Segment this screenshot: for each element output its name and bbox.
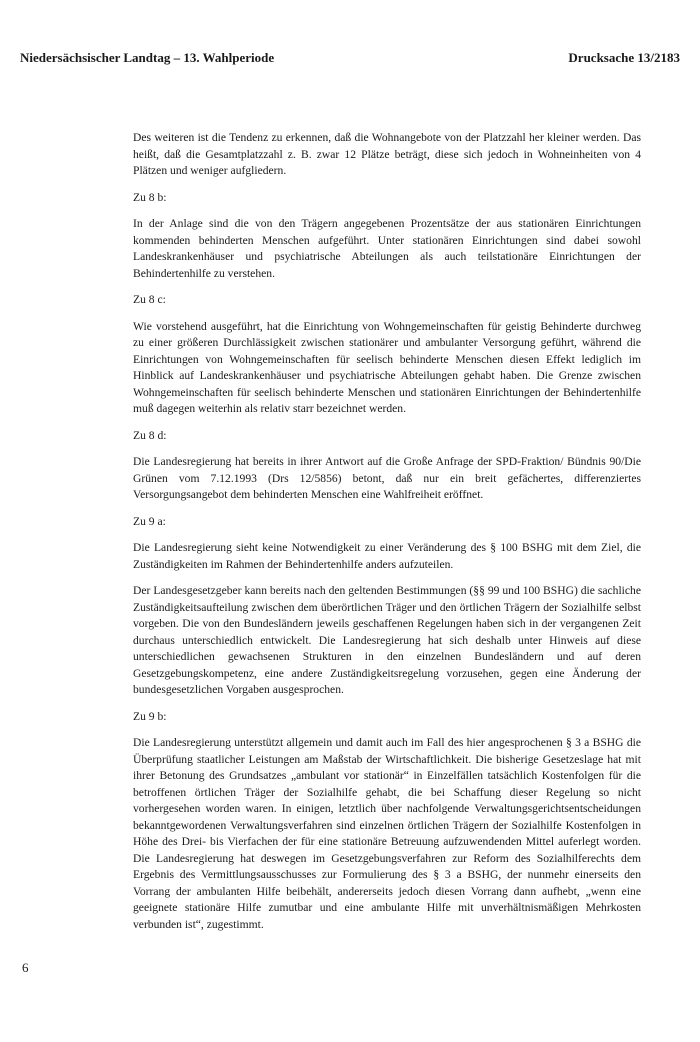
paragraph-9a-2: Der Landesgesetzgeber kann bereits nach den geltenden Bestimmungen (§§ 99 und 100 BSHG) die sachliche Zuständigkeitsaufteilung zwischen dem überörtlichen Träger und den örtlichen Trägern der Sozialhilfe selbst vorgeben. Die von den Bundesländern jeweils geschaffenen Regelungen haben sich in der vergangenen Zeit durchaus unterschiedlich entwickelt. Die Landesregierung hat sich deshalb unter Hinweis auf diese unterschiedlichen gewachsenen Strukturen in den einzelnen Bundesländern und auf deren Gesetzgebungskompetenz, eine andere Zuständigkeitsregelung vorzusehen, gegen eine Änderung der bundesgesetzlichen Vorgaben ausgesprochen. xyxy=(133,584,641,696)
section-heading-8b: Zu 8 b: xyxy=(133,190,167,204)
section-heading-8c: Zu 8 c: xyxy=(133,293,166,306)
document-body xyxy=(133,130,641,943)
page-header xyxy=(20,50,680,70)
paragraph-8c: Wie vorstehend ausgeführt, hat die Einrichtung von Wohngemeinschaften für geistig Behinderte durchweg zu einer größeren Durchlässigkeit zwischen stationärer und ambulanter Versorgung geführt, während die Einrichtungen von Wohngemeinschaften für seelisch behinderte Menschen diesen Effekt lediglich im Hinblick auf Landeskrankenhäuser und psychiatrische Abteilungen gehabt haben. Die Grenze zwischen Wohngemeinschaften für seelisch behinderte Menschen und stationären Einrichtungen der Behindertenhilfe muß dagegen weiterhin als relativ starr bezeichnet werden. xyxy=(133,319,641,415)
paragraph-9b: Die Landesregierung unterstützt allgemein und damit auch im Fall des hier angesprochenen § 3 a BSHG die Überprüfung staatlicher Leistungen am Maßstab der Wirtschaftlichkeit. Die bisherige Gesetzeslage hat mit ihrer Betonung des Grundsatzes „ambulant vor stationär“ in Einzelfällen tatsächlich Kostenfolgen für die betroffenen örtlichen Träger der Sozialhilfe gehabt, die bei Schaffung dieser Regelung so nicht vorhergesehen worden waren. In einigen, letztlich über nachfolgende Verwaltungsgerichtsentscheidungen bekanntgewordenen Verwaltungsverfahren sind einzelnen örtlichen Trägern der Sozialhilfe Kostenfolgen in Höhe des Drei- bis Vierfachen der für eine stationäre Betreuung aufzuwendenden Mittel auferlegt worden. Die Landesregierung hat deswegen im Gesetzgebungsverfahren zur Reform des Sozialhilferechts dem Ergebnis des Vermittlungsausschusses zur Formulierung des § 3 a BSHG, der nunmehr einerseits den Vorrang der ambulanten Hilfe beibehält, andererseits jedoch diesen Vorrang dann aufhebt, „wenn eine geeignete stationäre Hilfe zumutbar und eine ambulante Hilfe mit unverhältnismäßigen Mehrkosten verbunden ist“, zugestimmt. xyxy=(133,736,641,931)
page-number: 6 xyxy=(22,960,29,975)
section-heading-9a: Zu 9 a: xyxy=(133,514,166,528)
paragraph-9a-1: Die Landesregierung sieht keine Notwendigkeit zu einer Veränderung des § 100 BSHG mit dem Ziel, die Zuständigkeiten im Rahmen der Behindertenhilfe anders aufzuteilen. xyxy=(133,541,641,571)
document-number: Drucksache 13/2183 xyxy=(568,50,680,65)
paragraph-8d: Die Landesregierung hat bereits in ihrer Antwort auf die Große Anfrage der SPD-Fraktion/ Bündnis 90/Die Grünen vom 7.12.1993 (Drs 12/5856) betont, daß nur ein breit gefächertes, differenziertes Versorgungsangebot dem behinderten Menschen eine Wahlfreiheit eröffnet. xyxy=(133,455,641,501)
section-heading-9b: Zu 9 b: xyxy=(133,709,167,723)
paragraph-intro: Des weiteren ist die Tendenz zu erkennen, daß die Wohnangebote von der Platzzahl her kleiner werden. Das heißt, daß die Gesamtplatzzahl z. B. zwar 12 Plätze beträgt, diese sich jedoch in Wohneinheiten von 4 Plätzen und weniger aufgliedern. xyxy=(133,131,641,177)
paragraph-8b: In der Anlage sind die von den Trägern angegebenen Prozentsätze der aus stationären Einrichtungen kommenden behinderten Menschen aufgeführt. Unter stationären Einrichtungen sind dabei sowohl Landeskrankenhäuser und psychiatrische Abteilungen als auch teilstationäre Einrichtungen der Behindertenhilfe zu verstehen. xyxy=(133,217,641,280)
section-heading-8d: Zu 8 d: xyxy=(133,428,167,442)
header-title: Niedersächsischer Landtag – 13. Wahlperiode xyxy=(20,50,275,65)
